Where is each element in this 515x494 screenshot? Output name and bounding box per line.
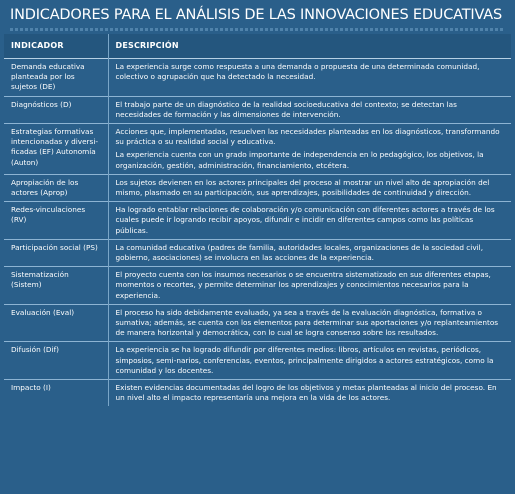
title-divider — [10, 28, 505, 31]
description-cell — [108, 342, 511, 380]
description-cell — [108, 267, 511, 305]
indicator-cell: Estrategias formativas intencionadas y diversi-ficadas (EF) Autonomía (Auton) — [4, 124, 108, 175]
description-cell — [108, 59, 511, 97]
description-paragraph: La comunidad educativa (padres de familia, autoridades locales, organizaciones de la sociedad civil, gobierno, asociaciones) se involucra en las acciones de la experiencia. — [115, 242, 484, 263]
description-paragraph: Existen evidencias documentadas del logro de los objetivos y metas planteadas al inicio del proceso. En un nivel alto el impacto representaría una mejora en la vida de los actores. — [115, 383, 497, 403]
indicator-cell: Redes-vinculaciones (RV) — [4, 202, 108, 240]
description-paragraph: Los sujetos devienen en los actores principales del proceso al mostrar un nivel alto de apropiación del mismo, plasmado en su participación, sus aprendizajes, posibilidades de continuidad y dirección. — [115, 177, 490, 198]
description-paragraph: La experiencia cuenta con un grado importante de independencia en lo pedagógico, los objetivos, la organización, gestión, administración, financiamiento, etcétera. — [115, 150, 484, 170]
description-paragraph: El trabajo parte de un diagnóstico de la realidad socioeducativa del contexto; se detectan las necesidades de formación y las dimensiones de intervención. — [115, 99, 457, 119]
description-paragraph: La experiencia se ha logrado difundir por diferentes medios: libros, artículos en revistas, periódicos, simposios, semi-narios, conferencias, eventos, principalmente dirigidos a actores estratégicos, como la comunidad y los docentes. — [115, 345, 494, 375]
table-row — [4, 380, 511, 407]
indicator-cell: Evaluación (Eval) — [4, 304, 108, 342]
table-row — [4, 59, 511, 97]
description-paragraph: Acciones que, implementadas, resuelven las necesidades planteadas en los diagnósticos, transformando su práctica o su realidad social y educativa. — [115, 127, 500, 147]
table-row — [4, 202, 511, 240]
indicator-cell: Demanda educativa planteada por los sujetos (DE) — [4, 59, 108, 97]
description-column-header: DESCRIPCIÓN — [108, 34, 511, 59]
table-row — [4, 174, 511, 201]
description-paragraph: Ha logrado entablar relaciones de colaboración y/o comunicación con diferentes actores a través de los cuales puede ir logrando recibir apoyos, difundir e incidir en diferentes campos como las políticas públicas. — [115, 205, 495, 235]
indicator-cell: Difusión (Dif) — [4, 342, 108, 380]
table-row — [4, 267, 511, 305]
table-header-row — [4, 34, 511, 59]
description-paragraph: La experiencia surge como respuesta a una demanda o propuesta de una determinada comunidad, colectivo o agrupación que ha detectado la necesidad. — [115, 62, 480, 82]
description-cell — [108, 174, 511, 201]
indicator-cell: Impacto (I) — [4, 380, 108, 407]
table-row — [4, 124, 511, 175]
indicators-table — [4, 34, 511, 406]
description-cell — [108, 202, 511, 240]
description-cell — [108, 380, 511, 407]
table-row — [4, 239, 511, 266]
description-paragraph: El proyecto cuenta con los insumos necesarios o se encuentra sistematizado en sus diferentes etapas, momentos o recortes, y permite determinar los aprendizajes y conocimientos necesarios para la experiencia. — [115, 270, 491, 300]
description-cell — [108, 304, 511, 342]
indicator-column-header: INDICADOR — [4, 34, 108, 59]
indicator-cell: Apropiación de los actores (Aprop) — [4, 174, 108, 201]
description-cell — [108, 124, 511, 175]
indicator-cell: Diagnósticos (D) — [4, 96, 108, 123]
page-title: INDICADORES PARA EL ANÁLISIS DE LAS INNOVACIONES EDUCATIVAS — [10, 7, 502, 23]
table-row — [4, 304, 511, 342]
description-cell — [108, 96, 511, 123]
description-paragraph: El proceso ha sido debidamente evaluado, ya sea a través de la evaluación diagnóstica, formativa o sumativa; además, se cuenta con los elementos para determinar sus aportaciones y/o replanteamientos de manera horizontal y democrática, con lo cual se logra consenso sobre los resultados. — [115, 307, 499, 338]
indicator-cell: Participación social (PS) — [4, 239, 108, 266]
table-row — [4, 96, 511, 123]
table-row — [4, 342, 511, 380]
description-cell — [108, 239, 511, 266]
indicator-cell: Sistematización (Sistem) — [4, 267, 108, 305]
